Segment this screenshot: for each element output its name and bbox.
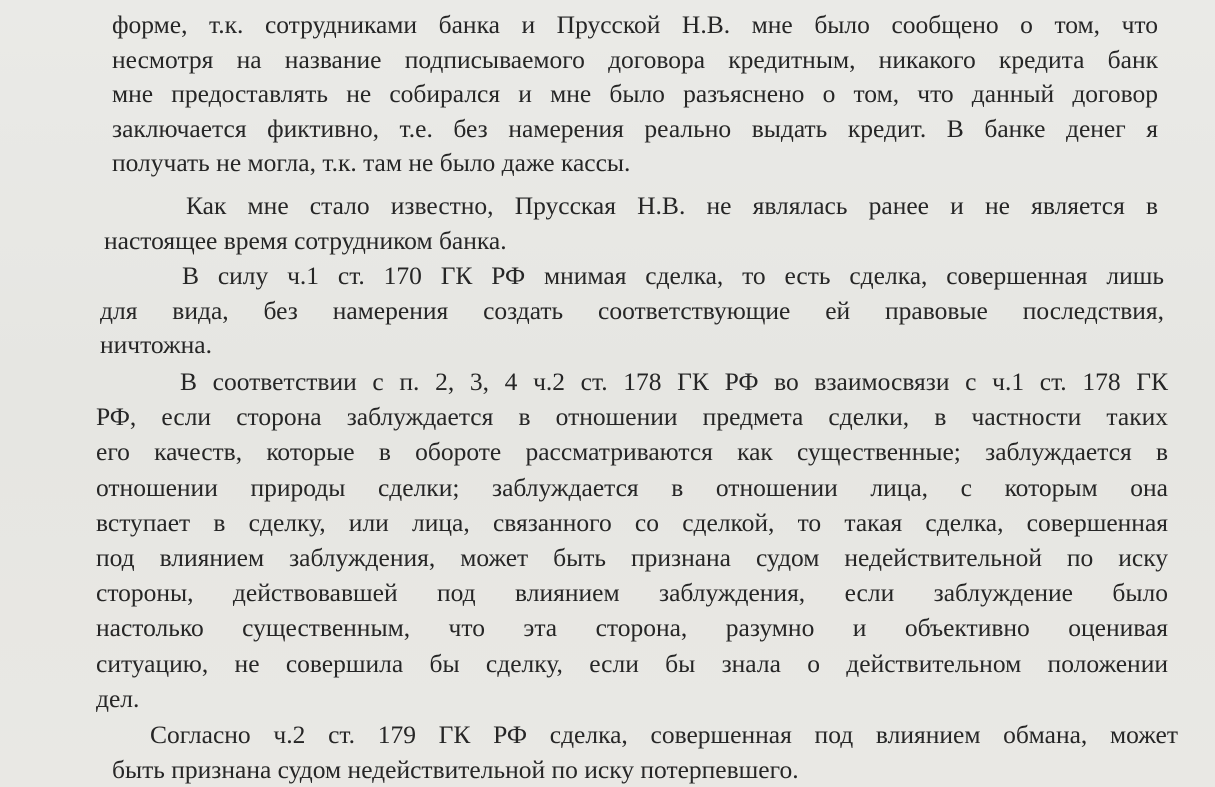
text-line: ситуацию, не совершила бы сделку, если бы знала о действительном положении: [96, 648, 1168, 678]
text-line: быть признана судом недействительной по иску потерпевшего.: [112, 754, 799, 784]
text-line: В силу ч.1 ст. 170 ГК РФ мнимая сделка, то есть сделка, совершенная лишь: [182, 261, 1164, 290]
text-line: РФ, если сторона заблуждается в отношении предмета сделки, в частности таких: [96, 402, 1168, 432]
paragraph-5: [112, 718, 1178, 787]
paragraph-2: [104, 189, 1158, 258]
text-line: для вида, без намерения создать соответствующие ей правовые последствия,: [100, 295, 1164, 325]
paragraph-3: [100, 259, 1164, 363]
text-line: Согласно ч.2 ст. 179 ГК РФ сделка, совершенная под влиянием обмана, может: [150, 720, 1178, 749]
text-line: форме, т.к. сотрудниками банка и Прусской Н.В. мне было сообщено о том, что: [112, 10, 1158, 39]
text-line: настоящее время сотрудником банка.: [104, 225, 507, 255]
text-line: под влиянием заблуждения, может быть признана судом недействительной по иску: [96, 543, 1168, 573]
text-line: отношении природы сделки; заблуждается в отношении лица, с которым она: [96, 472, 1168, 502]
text-line: стороны, действовавшей под влиянием заблуждения, если заблуждение было: [96, 578, 1168, 608]
text-line: несмотря на название подписываемого договора кредитным, никакого кредита банк: [112, 44, 1158, 74]
paragraph-4: [96, 364, 1168, 716]
text-line: его качеств, которые в обороте рассматриваются как существенные; заблуждается в: [96, 437, 1168, 467]
text-line: вступает в сделку, или лица, связанного со сделкой, то такая сделка, совершенная: [96, 507, 1168, 537]
text-line: мне предоставлять не собирался и мне было разъяснено о том, что данный договор: [112, 79, 1158, 108]
text-line: дел.: [96, 683, 140, 713]
text-line: Как мне стало известно, Прусская Н.В. не являлась ранее и не является в: [186, 191, 1158, 220]
text-line: ничтожна.: [100, 330, 212, 359]
text-line: получать не могла, т.к. там не было даже кассы.: [112, 148, 631, 177]
text-line: В соответствии с п. 2, 3, 4 ч.2 ст. 178 ГК РФ во взаимосвязи с ч.1 ст. 178 ГК: [180, 367, 1168, 396]
paragraph-1: [112, 8, 1158, 181]
text-line: настолько существенным, что эта сторона, разумно и объективно оценивая: [96, 613, 1168, 643]
text-line: заключается фиктивно, т.е. без намерения реально выдать кредит. В банке денег я: [112, 113, 1158, 143]
